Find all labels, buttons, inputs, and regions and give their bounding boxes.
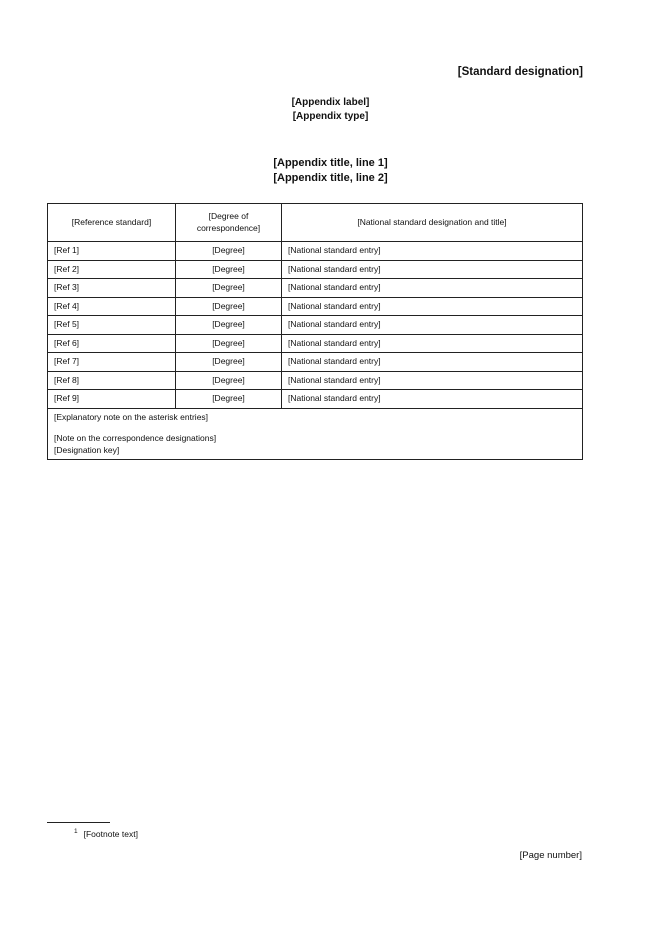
table-row [48,297,583,316]
designation-key: [Designation key] [54,444,120,455]
appendix-type: [Appendix type] [292,111,369,122]
table-row [48,353,583,372]
table-row [48,279,583,298]
column-header-reference: [Reference standard] [48,204,176,242]
table-row [48,260,583,279]
reference-cell: [Ref 9] [48,390,176,409]
degree-cell: [Degree] [176,242,282,261]
table-row [48,334,583,353]
reference-cell: [Ref 5] [48,316,176,335]
national-standard-cell: [National standard entry] [282,334,583,353]
table-row [48,242,583,261]
national-standard-cell: [National standard entry] [282,279,583,298]
degree-cell: [Degree] [176,334,282,353]
appendix-heading [0,96,661,124]
document-code: [Standard designation] [457,66,583,78]
degree-cell: [Degree] [176,371,282,390]
reference-cell: [Ref 1] [48,242,176,261]
reference-cell: [Ref 8] [48,371,176,390]
footnote-rule [47,822,110,823]
reference-cell: [Ref 4] [48,297,176,316]
footnote-mark: 1 [74,828,78,835]
table-notes-cell [48,408,583,460]
national-standard-cell: [National standard entry] [282,390,583,409]
degree-cell: [Degree] [176,279,282,298]
table-row [48,390,583,409]
column-header-degree: [Degree of correspondence] [176,204,282,242]
appendix-label: [Appendix label] [291,97,370,108]
column-header-national: [National standard designation and title] [282,204,583,242]
reference-cell: [Ref 6] [48,334,176,353]
national-standard-cell: [National standard entry] [282,242,583,261]
national-standard-cell: [National standard entry] [282,260,583,279]
appendix-title-line-2: [Appendix title, line 2] [273,172,388,184]
remark-note: [Note on the correspondence designations] [54,433,217,443]
reference-cell: [Ref 3] [48,279,176,298]
appendix-title-line-1: [Appendix title, line 1] [273,157,388,169]
footnote [74,828,138,839]
degree-cell: [Degree] [176,297,282,316]
table-header-row [48,204,583,242]
correspondence-table [47,203,583,460]
footnote-text: [Footnote text] [83,828,138,839]
appendix-title [48,156,613,186]
degree-cell: [Degree] [176,353,282,372]
degree-cell: [Degree] [176,390,282,409]
table-row [48,316,583,335]
national-standard-cell: [National standard entry] [282,297,583,316]
page-number: [Page number] [519,850,582,861]
national-standard-cell: [National standard entry] [282,316,583,335]
table-body [48,242,583,409]
asterisk-note: [Explanatory note on the asterisk entries] [54,411,209,422]
table-row [48,371,583,390]
national-standard-cell: [National standard entry] [282,353,583,372]
degree-cell: [Degree] [176,260,282,279]
reference-cell: [Ref 7] [48,353,176,372]
degree-cell: [Degree] [176,316,282,335]
national-standard-cell: [National standard entry] [282,371,583,390]
reference-cell: [Ref 2] [48,260,176,279]
table-notes-row [48,408,583,460]
